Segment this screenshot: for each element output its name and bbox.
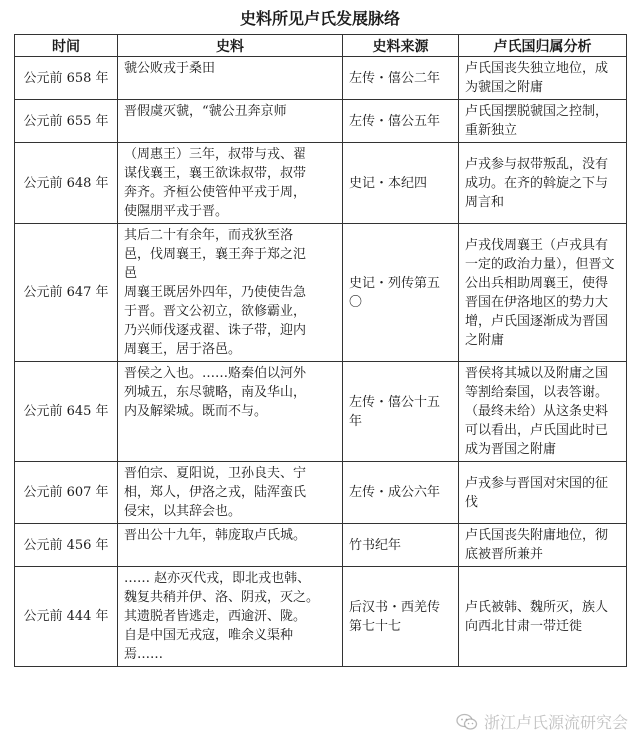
watermark: [456, 710, 628, 733]
excerpt-cell-line: 自是中国无戎寇，唯余义渠种: [124, 628, 294, 643]
analysis-cell-line: 公出兵相助周襄王，使得: [465, 275, 609, 291]
source-cell-line: 第七十七: [349, 618, 402, 634]
analysis-cell-line: 增，卢氏国逐渐成为晋国: [465, 313, 609, 329]
excerpt-cell-line: 于晋。晋文公初立，欲修霸业，: [124, 304, 307, 319]
column-header-source: 史料来源: [343, 35, 459, 57]
analysis-cell-line: 为虢国之附庸: [465, 80, 544, 95]
analysis-cell-line: （最终未给）从这条史料: [465, 404, 609, 419]
source-cell: [343, 100, 459, 143]
analysis-cell: [459, 57, 627, 100]
analysis-cell-line: 卢戎伐周襄王（卢戎具有: [465, 237, 609, 253]
column-header-time: 时间: [15, 35, 118, 57]
excerpt-cell-line: 其遗脱者皆逃走，西逾汧、陇。: [124, 609, 307, 624]
source-cell: [343, 462, 459, 524]
history-table: [14, 34, 627, 667]
source-cell-line: 〇: [349, 294, 363, 310]
excerpt-cell: [118, 524, 343, 567]
source-cell-line: 左传・僖公二年: [349, 70, 441, 86]
excerpt-cell-line: 邑: [124, 266, 138, 281]
excerpt-cell-line: 内及解梁城。既而不与。: [124, 404, 268, 419]
analysis-cell: [459, 362, 627, 462]
table-row: [15, 57, 627, 100]
analysis-cell-line: 周言和: [465, 194, 505, 210]
column-header-text: 史料: [118, 35, 343, 57]
analysis-cell-line: 向西北甘肃一带迁徙: [465, 618, 583, 634]
excerpt-cell-line: 邑，伐周襄王，襄王奔于郑之氾: [124, 247, 307, 262]
excerpt-cell-line: 周襄王，居于洛邑。: [124, 342, 242, 357]
source-cell: [343, 143, 459, 224]
table-row: [15, 143, 627, 224]
excerpt-cell-line: 侵宋，以其辞会也。: [124, 504, 242, 519]
table-row: [15, 567, 627, 667]
excerpt-cell-line: 晋侯之入也。……赂秦伯以河外: [124, 366, 307, 381]
analysis-cell-line: 卢戎参与晋国对宋国的征: [465, 475, 609, 491]
analysis-cell-line: 重新独立: [465, 123, 518, 138]
excerpt-cell-line: 相，郑人，伊洛之戎，陆浑蛮氏: [124, 485, 307, 500]
excerpt-cell-line: 奔齐。齐桓公使管仲平戎于周，: [124, 185, 307, 200]
excerpt-cell: [118, 362, 343, 462]
excerpt-cell-line: …… 赵亦灭代戎，即北戎也韩、: [124, 571, 311, 586]
analysis-cell-line: 成功。在齐的斡旋之下与: [465, 175, 609, 191]
source-cell: [343, 57, 459, 100]
source-cell-line: 年: [349, 413, 363, 429]
analysis-cell-line: 一定的政治力量），但晋文: [465, 256, 615, 272]
table-row: [15, 100, 627, 143]
excerpt-cell-line: 晋出公十九年，韩庞取卢氏城。: [124, 528, 307, 543]
source-cell-line: 史记・本纪四: [349, 175, 428, 191]
analysis-cell-line: 底被晋所兼并: [465, 547, 544, 562]
analysis-cell-line: 可以看出，卢氏国此时已: [465, 423, 609, 438]
time-cell: 公元前 648 年: [15, 143, 118, 224]
analysis-cell-line: 晋侯将其城以及附庸之国: [465, 366, 609, 381]
table-row: [15, 362, 627, 462]
source-cell-line: 史记・列传第五: [349, 275, 441, 291]
excerpt-cell-line: 乃兴师伐逐戎翟、诛子带，迎内: [124, 323, 307, 338]
time-cell: 公元前 647 年: [15, 224, 118, 362]
time-cell: 公元前 658 年: [15, 57, 118, 100]
time-cell: 公元前 645 年: [15, 362, 118, 462]
analysis-cell: [459, 567, 627, 667]
source-cell: [343, 224, 459, 362]
time-cell: 公元前 444 年: [15, 567, 118, 667]
source-cell-line: 后汉书・西羌传: [349, 599, 441, 615]
analysis-cell: [459, 524, 627, 567]
source-cell: [343, 567, 459, 667]
excerpt-cell-line: 列城五，东尽虢略，南及华山，: [124, 385, 307, 400]
watermark-text: 浙江卢氏源流研究会: [483, 713, 628, 732]
analysis-cell-line: 卢氏国摆脱虢国之控制，: [465, 104, 609, 119]
source-cell-line: 竹书纪年: [349, 537, 402, 553]
excerpt-cell-line: 其后二十有余年，而戎狄至洛: [124, 228, 294, 243]
analysis-cell-line: 成为晋国之附庸: [465, 442, 557, 457]
excerpt-cell-line: （周惠王）三年，叔带与戎、翟: [124, 147, 307, 162]
excerpt-cell: [118, 143, 343, 224]
table-row: [15, 224, 627, 362]
excerpt-cell-line: 晋伯宗、夏阳说，卫孙良夫、宁: [124, 466, 307, 481]
excerpt-cell-line: 谋伐襄王，襄王欲诛叔带，叔带: [124, 166, 307, 181]
analysis-cell: [459, 100, 627, 143]
excerpt-cell: [118, 100, 343, 143]
wechat-icon: [456, 713, 478, 731]
analysis-cell-line: 等割给秦国，以表答谢。: [465, 385, 609, 400]
analysis-cell-line: 卢氏国丧失独立地位，成: [465, 61, 609, 76]
source-cell-line: 左传・僖公五年: [349, 113, 441, 129]
excerpt-cell: [118, 57, 343, 100]
analysis-cell-line: 卢氏国丧失附庸地位，彻: [465, 528, 609, 543]
excerpt-cell-line: 魏复共稍并伊、洛、阴戎，灭之。: [124, 590, 320, 605]
header-row: [15, 35, 627, 57]
source-cell: [343, 362, 459, 462]
analysis-cell-line: 晋国在伊洛地区的势力大: [465, 294, 609, 310]
time-cell: 公元前 456 年: [15, 524, 118, 567]
source-cell: [343, 524, 459, 567]
excerpt-cell-line: 焉……: [124, 647, 164, 662]
analysis-cell-line: 卢戎参与叔带叛乱，没有: [465, 156, 609, 172]
time-cell: 公元前 655 年: [15, 100, 118, 143]
excerpt-cell-line: 使隰朋平戎于晋。: [124, 204, 229, 219]
analysis-cell: [459, 224, 627, 362]
excerpt-cell: [118, 462, 343, 524]
analysis-cell: [459, 143, 627, 224]
time-cell: 公元前 607 年: [15, 462, 118, 524]
analysis-cell: [459, 462, 627, 524]
analysis-cell-line: 卢氏被韩、魏所灭，族人: [465, 599, 609, 615]
table-row: [15, 462, 627, 524]
excerpt-cell: [118, 567, 343, 667]
excerpt-cell-line: 虢公败戎于桑田: [124, 61, 216, 76]
excerpt-cell-line: 晋假虞灭虢，“虢公丑奔京师: [124, 104, 287, 119]
column-header-analysis: 卢氏国归属分析: [459, 35, 627, 57]
excerpt-cell-line: 周襄王既居外四年，乃使使告急: [124, 285, 307, 300]
table-row: [15, 524, 627, 567]
source-cell-line: 左传・成公六年: [349, 485, 441, 500]
excerpt-cell: [118, 224, 343, 362]
document-title: 史料所见卢氏发展脉络: [239, 9, 400, 28]
analysis-cell-line: 之附庸: [465, 332, 505, 348]
analysis-cell-line: 伐: [465, 494, 479, 510]
source-cell-line: 左传・僖公十五: [349, 394, 441, 410]
